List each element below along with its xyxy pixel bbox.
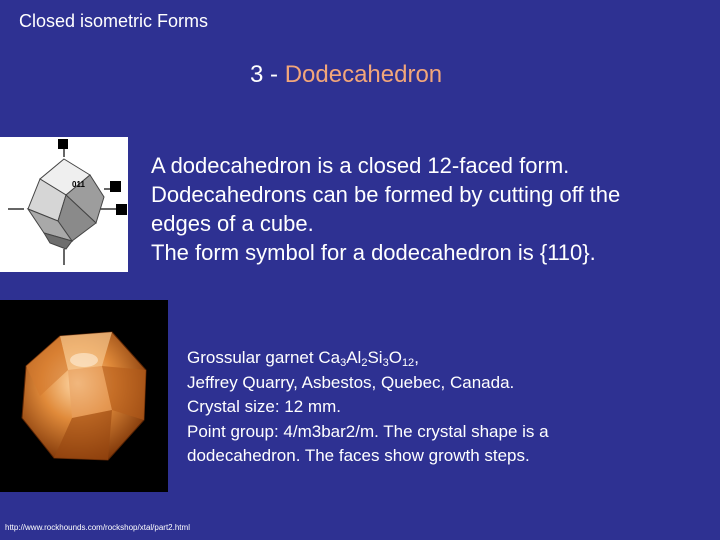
slide-title-number: 3 - <box>250 61 285 88</box>
face-label: 011 <box>72 180 85 189</box>
source-url[interactable]: http://www.rockhounds.com/rockshop/xtal/part2.html <box>5 523 190 532</box>
formula-element: Ca <box>318 348 341 367</box>
formula-prefix: Grossular garnet <box>187 348 319 367</box>
axis-marker <box>110 181 121 192</box>
slide-title-text: Dodecahedron <box>284 61 443 88</box>
formula-subscript: 3 <box>340 357 347 369</box>
formula-subscript: 12 <box>401 357 415 369</box>
header-title: Closed isometric Forms <box>19 11 209 31</box>
intro-line: The form symbol for a dodecahedron is {110}. <box>151 240 596 265</box>
dodecahedron-diagram <box>0 137 128 272</box>
axis-marker <box>116 204 127 215</box>
specimen-line: Point group: 4/m3bar2/m. The crystal shape is a <box>187 421 549 441</box>
specimen-line: Crystal size: 12 mm. <box>187 397 341 416</box>
garnet-highlight <box>70 353 98 367</box>
slide-title <box>250 61 442 89</box>
intro-line: A dodecahedron is a closed 12-faced form. <box>151 153 570 178</box>
garnet-crystal-image <box>0 300 168 492</box>
formula-subscript: 2 <box>361 357 368 369</box>
formula-line <box>187 346 549 371</box>
garnet-photo <box>0 300 168 492</box>
intro-line: edges of a cube. <box>151 211 314 236</box>
intro-line: Dodecahedrons can be formed by cutting off the <box>151 182 621 207</box>
intro-text <box>151 151 620 267</box>
formula-element: Si <box>367 348 383 367</box>
specimen-line: Jeffrey Quarry, Asbestos, Quebec, Canada. <box>187 372 515 392</box>
specimen-description <box>187 346 549 469</box>
dodecahedron-drawing <box>0 137 128 272</box>
axis-marker <box>58 139 68 149</box>
specimen-line: dodecahedron. The faces show growth steps. <box>187 446 530 465</box>
formula-element: O <box>388 348 402 367</box>
formula-suffix: , <box>414 348 419 367</box>
formula-element: Al <box>346 348 362 367</box>
formula-subscript: 3 <box>382 357 389 369</box>
